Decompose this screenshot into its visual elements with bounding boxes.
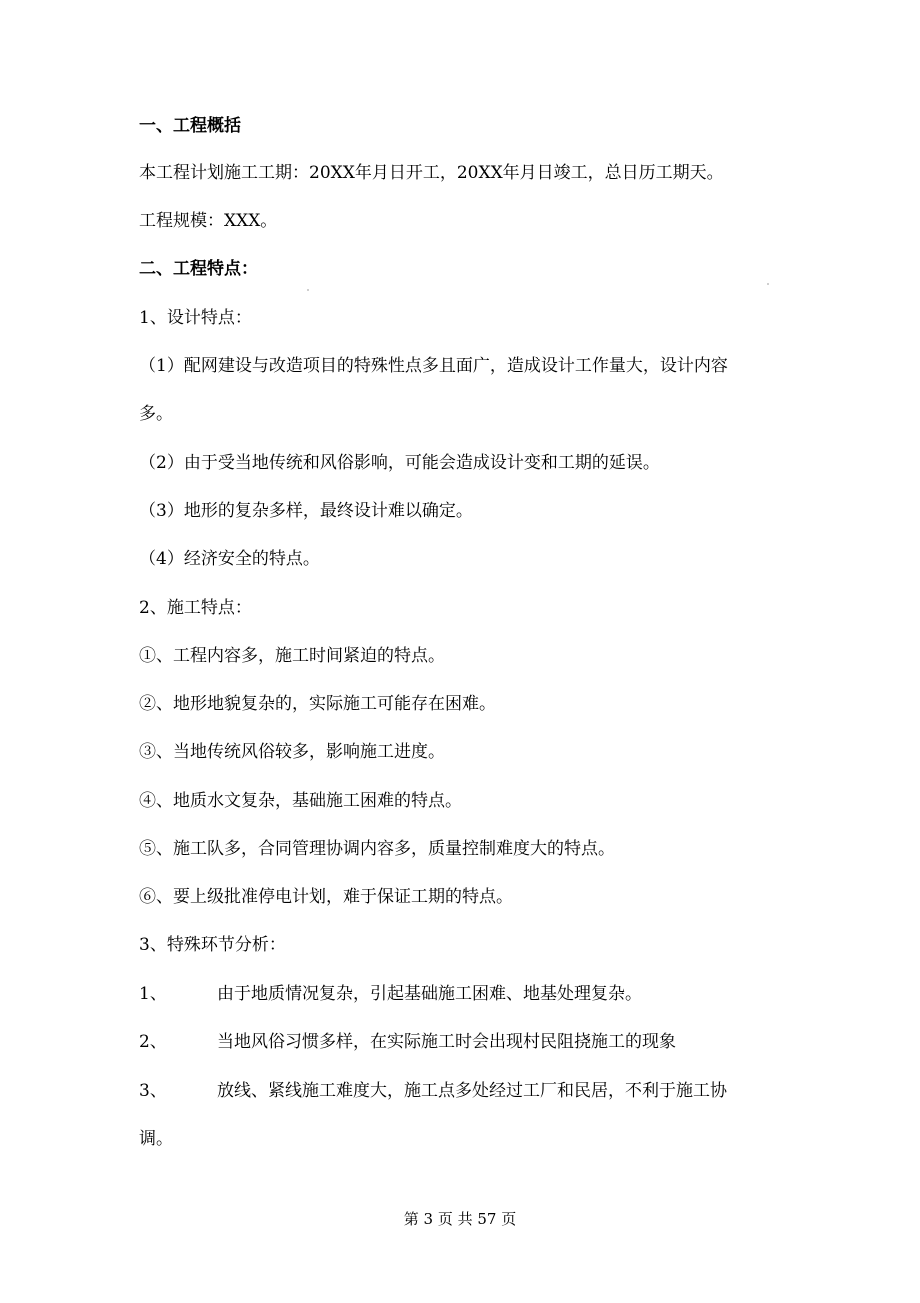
speck-mark — [307, 289, 309, 291]
special-item-3-cont: 调。 — [139, 1129, 173, 1149]
section2-heading: 二、工程特点： — [139, 259, 258, 279]
construction-item-5: ⑤、施工队多，合同管理协调内容多，质量控制难度大的特点。 — [139, 839, 615, 859]
design-item-3: （3）地形的复杂多样，最终设计难以确定。 — [139, 501, 473, 521]
section1-heading: 一、工程概括 — [139, 116, 241, 136]
special-item-2-text: 当地风俗习惯多样，在实际施工时会出现村民阻挠施工的现象 — [217, 1032, 676, 1052]
special-item-1 — [139, 982, 642, 1006]
design-item-1-cont: 多。 — [139, 404, 173, 424]
construction-title: 2、施工特点： — [139, 598, 252, 618]
special-item-1-number: 1、 — [139, 984, 167, 1004]
design-item-4: （4）经济安全的特点。 — [139, 549, 320, 569]
special-item-1-text: 由于地质情况复杂，引起基础施工困难、地基处理复杂。 — [217, 984, 642, 1004]
design-item-1: （1）配网建设与改造项目的特殊性点多且面广，造成设计工作量大，设计内容 — [139, 356, 728, 376]
special-item-3 — [139, 1079, 727, 1103]
design-item-2: （2）由于受当地传统和风俗影响，可能会造成设计变和工期的延误。 — [139, 453, 660, 473]
special-item-2-number: 2、 — [139, 1032, 167, 1052]
speck-mark — [767, 283, 769, 285]
construction-item-2: ②、地形地貌复杂的，实际施工可能存在困难。 — [139, 694, 496, 714]
construction-item-6: ⑥、要上级批准停电计划，难于保证工期的特点。 — [139, 887, 513, 907]
page-number-footer: 第 3 页 共 57 页 — [403, 1210, 517, 1228]
special-item-3-text: 放线、紧线施工难度大，施工点多处经过工厂和民居，不利于施工协 — [217, 1081, 727, 1101]
special-title: 3、特殊环节分析： — [139, 935, 286, 955]
special-item-3-number: 3、 — [139, 1081, 167, 1101]
special-item-2 — [139, 1030, 676, 1054]
construction-item-4: ④、地质水文复杂，基础施工困难的特点。 — [139, 791, 462, 811]
scale-text: 工程规模：XXX。 — [139, 211, 278, 231]
construction-item-3: ③、当地传统风俗较多，影响施工进度。 — [139, 742, 445, 762]
design-title: 1、设计特点： — [139, 308, 252, 328]
schedule-text: 本工程计划施工工期：20XX年月日开工，20XX年月日竣工，总日历工期天。 — [139, 163, 724, 183]
construction-item-1: ①、工程内容多，施工时间紧迫的特点。 — [139, 646, 445, 666]
